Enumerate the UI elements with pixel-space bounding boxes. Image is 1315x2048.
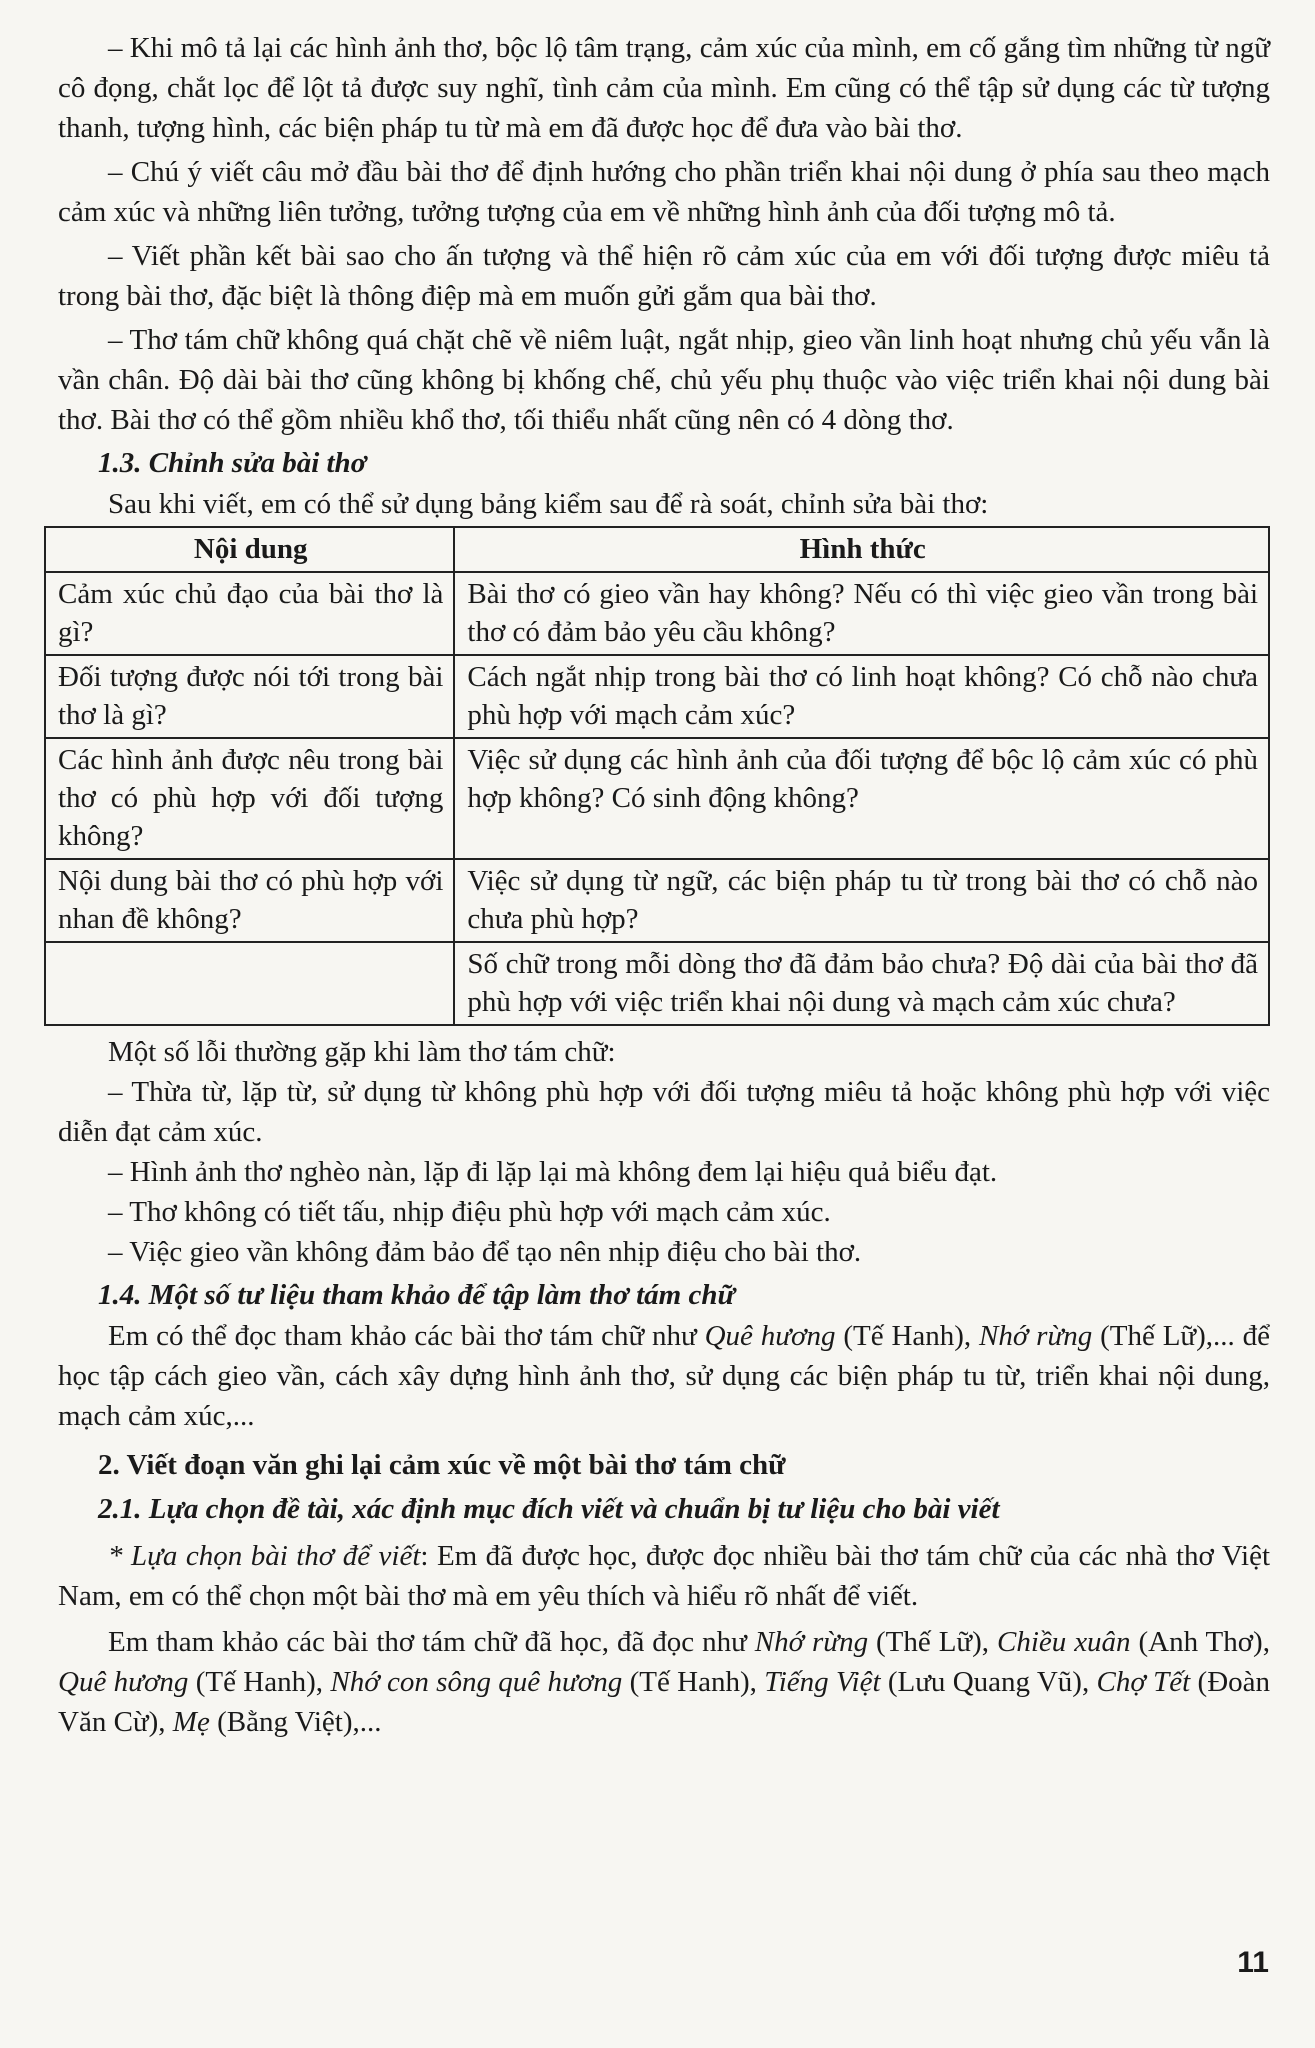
table-row (45, 942, 1269, 1025)
table-row (45, 655, 1269, 738)
table-cell: Cách ngắt nhịp trong bài thơ có linh hoạt không? Có chỗ nào chưa phù hợp với mạch cảm xúc? (454, 655, 1269, 738)
section-1-3-heading: 1.3. Chỉnh sửa bài thơ (98, 447, 367, 479)
text-run: : Em đã được học, được đọc nhiều bài thơ tám chữ của các nhà thơ Việt Nam, em có thể chọn một bài thơ mà em yêu thích và hiểu rõ nhất để viết. (58, 1540, 1270, 1612)
text-run: (Bằng Việt),... (209, 1706, 382, 1738)
table-cell: Số chữ trong mỗi dòng thơ đã đảm bảo chưa? Độ dài của bài thơ đã phù hợp với việc triển khai nội dung và mạch cảm xúc chưa? (454, 942, 1269, 1025)
reference-paragraph (58, 1616, 1270, 1742)
text-run: (Tế Hanh), (188, 1666, 331, 1698)
error-item: – Thơ không có tiết tấu, nhịp điệu phù hợp với mạch cảm xúc. (108, 1196, 831, 1228)
text-run: (Anh Thơ), (1130, 1626, 1270, 1658)
text-run: Em tham khảo các bài thơ tám chữ đã học, đã đọc như (108, 1626, 755, 1658)
table-cell: Đối tượng được nói tới trong bài thơ là gì? (45, 655, 454, 738)
checklist-table (44, 526, 1270, 1026)
error-item: – Thừa từ, lặp từ, sử dụng từ không phù hợp với đối tượng miêu tả hoặc không phù hợp với việc diễn đạt cảm xúc. (58, 1076, 1270, 1148)
text-run: (Thế Lữ),... để học tập cách gieo vần, cách xây dựng hình ảnh thơ, sử dụng các biện pháp tu từ, triển khai nội dung, mạch cảm xúc,... (58, 1320, 1270, 1432)
poem-title: Tiếng Việt (764, 1666, 881, 1698)
text-run: (Thế Lữ), (868, 1626, 997, 1658)
text-run: (Tế Hanh), (835, 1320, 980, 1352)
poem-title: Chiều xuân (996, 1626, 1131, 1658)
section-1-4-paragraph (58, 1316, 1270, 1436)
poem-title: Mẹ (172, 1706, 210, 1738)
table-row (45, 859, 1269, 942)
table-cell: Các hình ảnh được nêu trong bài thơ có phù hợp với đối tượng không? (45, 738, 454, 859)
document-page (58, 28, 1270, 1742)
intro-bullet-1: – Khi mô tả lại các hình ảnh thơ, bộc lộ tâm trạng, cảm xúc của mình, em cố gắng tìm những từ ngữ cô đọng, chắt lọc để lột tả được suy nghĩ, tình cảm của mình. Em cũng có thể tập sử dụng các từ tượng thanh, tượng hình, các biện pháp tu từ mà em đã được học để đưa vào bài thơ. (58, 32, 1270, 144)
page-number: 11 (1237, 1946, 1269, 1979)
section-2-heading: 2. Viết đoạn văn ghi lại cảm xúc về một bài thơ tám chữ (98, 1449, 786, 1481)
text-run: Em có thể đọc tham khảo các bài thơ tám chữ như (108, 1320, 705, 1352)
lead-label: * Lựa chọn bài thơ để viết (108, 1540, 421, 1572)
poem-title: Nhớ rừng (979, 1320, 1093, 1352)
table-header-row (45, 527, 1269, 572)
poem-title: Nhớ con sông quê hương (330, 1666, 623, 1698)
table-cell: Việc sử dụng từ ngữ, các biện pháp tu từ trong bài thơ có chỗ nào chưa phù hợp? (454, 859, 1269, 942)
poem-title: Quê hương (704, 1320, 836, 1352)
table-cell (45, 942, 454, 1025)
table-row (45, 738, 1269, 859)
table-cell: Việc sử dụng các hình ảnh của đối tượng để bộc lộ cảm xúc có phù hợp không? Có sinh động không? (454, 738, 1269, 859)
section-1-3-intro: Sau khi viết, em có thể sử dụng bảng kiểm sau để rà soát, chỉnh sửa bài thơ: (108, 488, 989, 520)
errors-intro: Một số lỗi thường gặp khi làm thơ tám chữ: (108, 1036, 616, 1068)
table-row (45, 572, 1269, 655)
poem-title: Nhớ rừng (754, 1626, 869, 1658)
table-cell: Bài thơ có gieo vần hay không? Nếu có thì việc gieo vần trong bài thơ có đảm bảo yêu cầu không? (454, 572, 1269, 655)
poem-title: Quê hương (58, 1666, 189, 1698)
intro-bullet-3: – Viết phần kết bài sao cho ấn tượng và thể hiện rõ cảm xúc của em với đối tượng được miêu tả trong bài thơ, đặc biệt là thông điệp mà em muốn gửi gắm qua bài thơ. (58, 240, 1270, 312)
poem-choice-paragraph (58, 1530, 1270, 1616)
table-cell: Cảm xúc chủ đạo của bài thơ là gì? (45, 572, 454, 655)
table-header-form: Hình thức (454, 527, 1269, 572)
intro-bullet-2: – Chú ý viết câu mở đầu bài thơ để định hướng cho phần triển khai nội dung ở phía sau theo mạch cảm xúc và những liên tưởng, tưởng tượng của em về những hình ảnh của đối tượng mô tả. (58, 156, 1270, 228)
error-item: – Việc gieo vần không đảm bảo để tạo nên nhịp điệu cho bài thơ. (108, 1236, 862, 1268)
table-cell: Nội dung bài thơ có phù hợp với nhan đề không? (45, 859, 454, 942)
text-run: (Đoàn Văn Cừ), (58, 1666, 1271, 1738)
table-header-content: Nội dung (45, 527, 454, 572)
poem-title: Chợ Tết (1096, 1666, 1191, 1698)
error-item: – Hình ảnh thơ nghèo nàn, lặp đi lặp lại mà không đem lại hiệu quả biểu đạt. (108, 1156, 998, 1188)
section-2-1-heading: 2.1. Lựa chọn đề tài, xác định mục đích viết và chuẩn bị tư liệu cho bài viết (98, 1493, 1000, 1525)
text-run: (Lưu Quang Vũ), (880, 1666, 1097, 1698)
text-run: (Tế Hanh), (622, 1666, 765, 1698)
section-1-4-heading: 1.4. Một số tư liệu tham khảo để tập làm thơ tám chữ (98, 1279, 735, 1311)
intro-bullet-4: – Thơ tám chữ không quá chặt chẽ về niêm luật, ngắt nhịp, gieo vần linh hoạt nhưng chủ yếu vẫn là vần chân. Độ dài bài thơ cũng không bị khống chế, chủ yếu phụ thuộc vào việc triển khai nội dung bài thơ. Bài thơ có thể gồm nhiều khổ thơ, tối thiểu nhất cũng nên có 4 dòng thơ. (58, 324, 1270, 436)
